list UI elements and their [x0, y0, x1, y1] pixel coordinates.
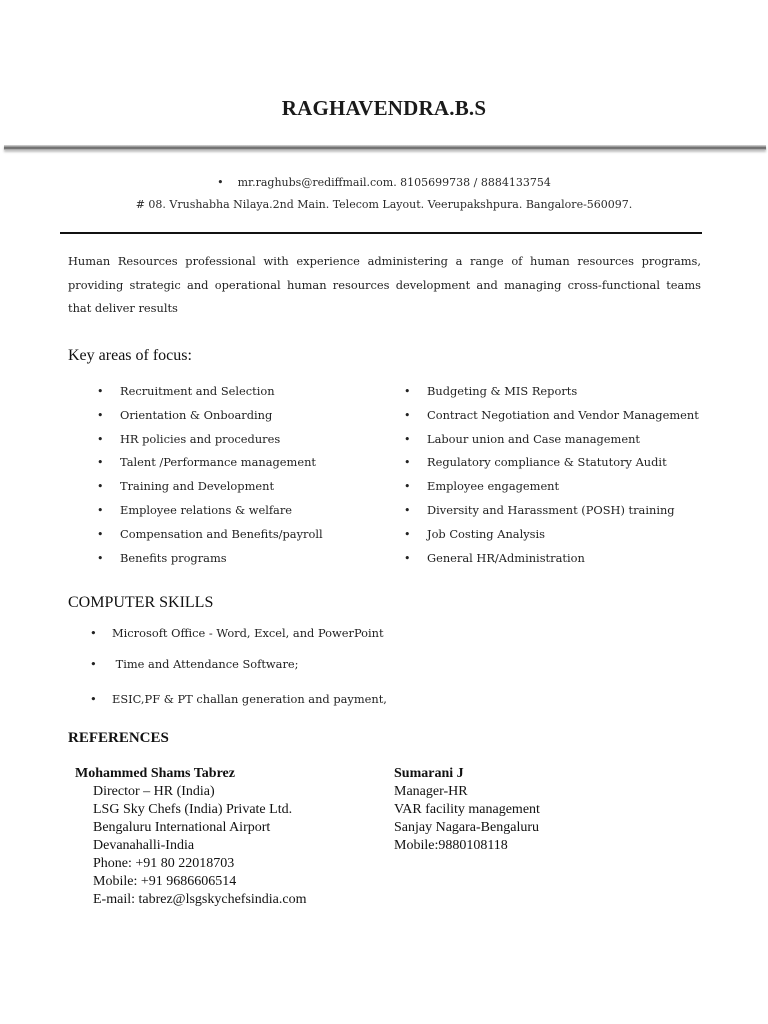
list-item: • Employee engagement [404, 475, 699, 499]
list-item: • Job Costing Analysis [404, 523, 699, 547]
reference-line: Manager-HR [394, 784, 468, 799]
list-item: • Recruitment and Selection [97, 380, 323, 404]
skill-item [90, 626, 384, 640]
skill-text: Microsoft Office - Word, Excel, and PowerPoint [112, 626, 384, 640]
key-areas-heading: Key areas of focus: [68, 347, 192, 364]
reference-line: Phone: +91 80 22018703 [93, 856, 235, 871]
contact-line [0, 176, 768, 189]
skill-text: Time and Attendance Software; [112, 657, 299, 671]
reference-name: Sumarani J [394, 766, 464, 781]
list-item: • Labour union and Case management [404, 428, 699, 452]
bullet-icon: • [90, 657, 97, 671]
skill-item [90, 657, 299, 671]
reference-line: Mobile: +91 9686606514 [93, 874, 237, 889]
reference-line: LSG Sky Chefs (India) Private Ltd. [93, 802, 293, 817]
section-divider [60, 232, 702, 234]
list-item: • Employee relations & welfare [97, 499, 323, 523]
list-item: • Talent /Performance management [97, 451, 323, 475]
reference-line: Bengaluru International Airport [93, 820, 271, 835]
contact-details: mr.raghubs@rediffmail.com. 8105699738 / 8884133754 [237, 176, 551, 189]
list-item: • Compensation and Benefits/payroll [97, 523, 323, 547]
reference-name: Mohammed Shams Tabrez [75, 766, 235, 781]
candidate-name: RAGHAVENDRA.B.S [281, 96, 487, 120]
skill-item [90, 692, 387, 706]
reference-line: Devanahalli-India [93, 838, 195, 853]
references-heading: REFERENCES [68, 730, 169, 746]
list-item: • Training and Development [97, 475, 323, 499]
list-item: • General HR/Administration [404, 547, 699, 571]
list-item: • Benefits programs [97, 547, 323, 571]
skill-text: ESIC,PF & PT challan generation and payment, [112, 692, 387, 706]
bullet-icon: • [217, 176, 224, 189]
reference-line: Director – HR (India) [93, 784, 215, 799]
reference-left [75, 765, 307, 909]
list-item: • Orientation & Onboarding [97, 404, 323, 428]
list-item: • Diversity and Harassment (POSH) training [404, 499, 699, 523]
reference-right [394, 765, 540, 855]
list-item: • Regulatory compliance & Statutory Audit [404, 451, 699, 475]
reference-email: E-mail: tabrez@lsgskychefsindia.com [93, 892, 307, 907]
professional-summary: Human Resources professional with experience administering a range of human resources programs, providing strategic and operational human resources development and managing cross-functional teams that deliver results [68, 254, 701, 315]
bullet-icon: • [90, 626, 97, 640]
key-areas-left-list [97, 380, 323, 570]
computer-skills-heading: COMPUTER SKILLS [68, 594, 214, 611]
list-item: • Budgeting & MIS Reports [404, 380, 699, 404]
list-item: • Contract Negotiation and Vendor Management [404, 404, 699, 428]
reference-line: Sanjay Nagara-Bengaluru [394, 820, 539, 835]
bullet-icon: • [90, 692, 97, 706]
reference-line: VAR facility management [394, 802, 540, 817]
address: # 08. Vrushabha Nilaya.2nd Main. Telecom Layout. Veerupakshpura. Bangalore-560097. [135, 198, 633, 211]
list-item: • HR policies and procedures [97, 428, 323, 452]
reference-line: Mobile:9880108118 [394, 838, 508, 853]
key-areas-right-list [404, 380, 699, 570]
header-divider [4, 145, 766, 150]
